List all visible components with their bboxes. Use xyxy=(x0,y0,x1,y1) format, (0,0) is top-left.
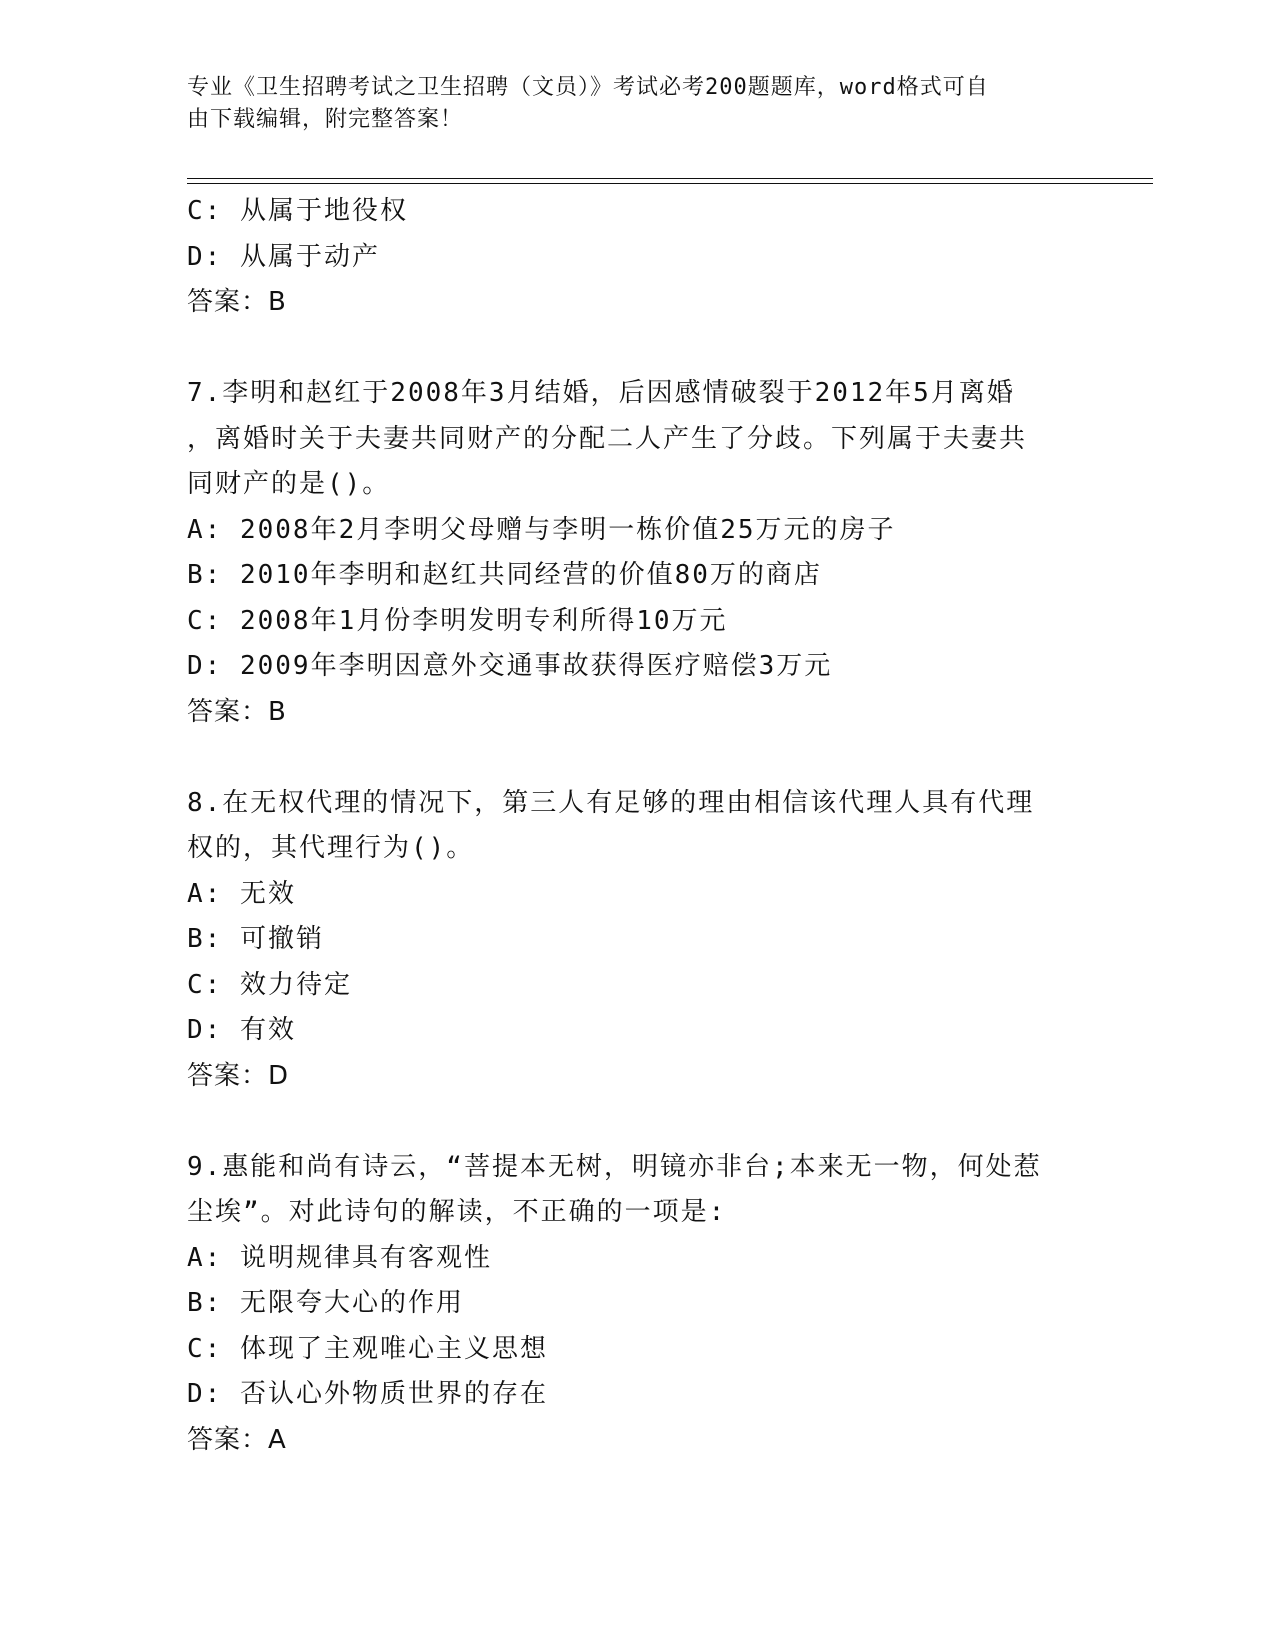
answer-label: 答案：D xyxy=(187,1060,290,1091)
option-c: C: 2008年1月份李明发明专利所得10万元 xyxy=(187,605,728,636)
option-d: D: 从属于动产 xyxy=(187,241,380,272)
question-7 xyxy=(187,371,1087,735)
spacer xyxy=(187,326,1087,372)
header-divider-top xyxy=(187,178,1153,179)
question-list xyxy=(187,189,1087,1463)
option-d: D: 有效 xyxy=(187,1015,296,1045)
spacer xyxy=(187,1099,1087,1145)
spacer xyxy=(187,735,1087,781)
header-line-1: 专业《卫生招聘考试之卫生招聘（文员）》考试必考200题题库，word格式可自 xyxy=(187,75,989,100)
question-9 xyxy=(187,1145,1087,1464)
option-a: A: 无效 xyxy=(187,878,296,909)
document-header xyxy=(187,72,1067,136)
option-a: A: 说明规律具有客观性 xyxy=(187,1242,492,1273)
header-divider-bottom xyxy=(187,183,1153,184)
option-c: C: 效力待定 xyxy=(187,969,352,1000)
question-stem: 同财产的是()。 xyxy=(187,469,391,499)
question-stem: 7.李明和赵红于2008年3月结婚，后因感情破裂于2012年5月离婚 xyxy=(187,378,1015,408)
question-stem: 权的，其代理行为()。 xyxy=(187,833,475,863)
answer-label: 答案：A xyxy=(187,1424,287,1455)
header-line-2: 由下载编辑，附完整答案！ xyxy=(187,107,464,132)
answer-label: 答案：B xyxy=(187,696,287,727)
option-c: C: 从属于地役权 xyxy=(187,196,408,226)
option-b: B: 可撤销 xyxy=(187,924,324,954)
question-stem: 9.惠能和尚有诗云，“菩提本无树，明镜亦非台;本来无一物，何处惹 xyxy=(187,1151,1042,1182)
question-6-tail xyxy=(187,189,1087,326)
answer-label: 答案：B xyxy=(187,287,287,317)
question-8 xyxy=(187,781,1087,1100)
option-b: B: 无限夸大心的作用 xyxy=(187,1288,464,1318)
option-c: C: 体现了主观唯心主义思想 xyxy=(187,1333,548,1364)
option-a: A: 2008年2月李明父母赠与李明一栋价值25万元的房子 xyxy=(187,514,896,545)
option-d: D: 否认心外物质世界的存在 xyxy=(187,1379,548,1409)
option-d: D: 2009年李明因意外交通事故获得医疗赔偿3万元 xyxy=(187,651,833,681)
question-stem: 8.在无权代理的情况下，第三人有足够的理由相信该代理人具有代理 xyxy=(187,787,1035,818)
option-b: B: 2010年李明和赵红共同经营的价值80万的商店 xyxy=(187,560,822,590)
question-stem: 尘埃”。对此诗句的解读，不正确的一项是: xyxy=(187,1197,727,1227)
question-stem: ，离婚时关于夫妻共同财产的分配二人产生了分歧。下列属于夫妻共 xyxy=(187,423,1028,454)
